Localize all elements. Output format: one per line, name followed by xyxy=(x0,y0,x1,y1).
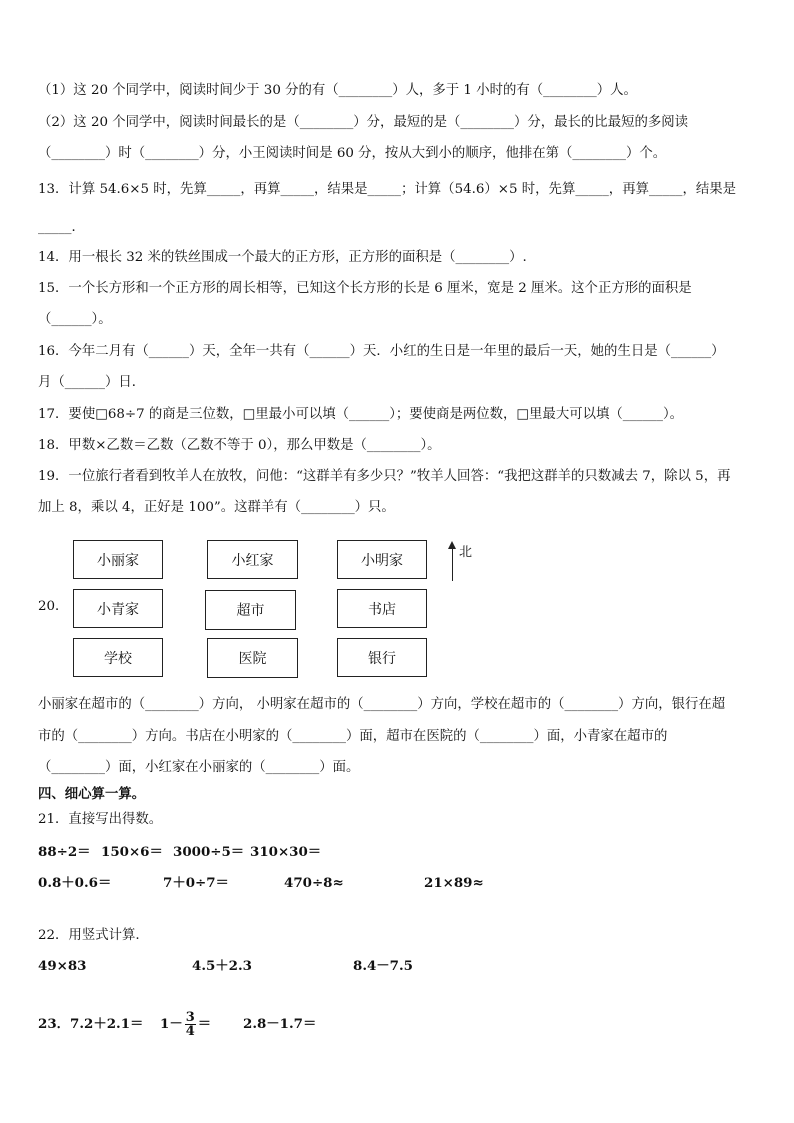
q20-line1: 小丽家在超市的（________）方向， 小明家在超市的（________）方向，学校在超市的（________）方向，银行在超 xyxy=(38,697,726,712)
section-4-heading: 四、细心算一算。 xyxy=(38,786,146,802)
north-label: 北 xyxy=(459,545,473,560)
q12-part1: （1）这 20 个同学中，阅读时间少于 30 分的有（________）人，多于 1 小时的有（________）人。 xyxy=(38,83,637,98)
q21-item: 470÷8≈ xyxy=(284,875,344,891)
q17: 17．要使□68÷7 的商是三位数，□里最小可以填（______）；要使商是两位数，□里最大可以填（______）。 xyxy=(38,407,684,422)
q21-item: 310×30＝ xyxy=(250,844,322,860)
q19-line1: 19．一位旅行者看到牧羊人在放牧，问他：“这群羊有多少只？”牧羊人回答：“我把这群羊的只数减去 7，除以 5，再 xyxy=(38,469,731,484)
q23-item-1 xyxy=(38,1015,143,1033)
q23-expr-1: 7.2＋2.1＝ xyxy=(70,1016,144,1032)
fraction-numerator: 3 xyxy=(185,1010,195,1025)
q21-item: 7＋0÷7＝ xyxy=(163,875,229,891)
q22-item: 8.4－7.5 xyxy=(353,958,413,974)
q12-part2-line1: （2）这 20 个同学中，阅读时间最长的是（________）分，最短的是（________）分，最长的比最短的多阅读 xyxy=(38,115,689,130)
q13-line2: _____． xyxy=(38,220,85,235)
q21-item: 3000÷5＝ xyxy=(173,844,245,860)
north-arrow-icon xyxy=(452,543,453,581)
q19-line2: 加上 8，乘以 4，正好是 100”。这群羊有（________）只。 xyxy=(38,500,395,515)
place-supermarket: 超市 xyxy=(205,590,296,630)
q20-line2: 市的（________）方向。书店在小明家的（________）面，超市在医院的（________）面，小青家在超市的 xyxy=(38,729,668,744)
q22-item: 4.5＋2.3 xyxy=(192,958,252,974)
q22-item: 49×83 xyxy=(38,958,87,974)
q20-line3: （________）面，小红家在小丽家的（________）面。 xyxy=(38,760,360,775)
place-xiaohong-home: 小红家 xyxy=(207,540,298,579)
q22-title: 22．用竖式计算. xyxy=(38,928,140,943)
place-bank: 银行 xyxy=(337,638,427,677)
q16-line2: 月（______）日． xyxy=(38,375,146,390)
place-xiaoli-home: 小丽家 xyxy=(73,540,163,579)
place-xiaoqing-home: 小青家 xyxy=(73,589,163,628)
q21-item: 0.8＋0.6＝ xyxy=(38,875,112,891)
q14: 14．用一根长 32 米的铁丝围成一个最大的正方形，正方形的面积是（________）. xyxy=(38,250,527,265)
fraction xyxy=(185,1011,196,1038)
q12-part2-line2: （________）时（________）分，小王阅读时间是 60 分，按从大到小的顺序，他排在第（________）个。 xyxy=(38,146,667,161)
q16-line1: 16．今年二月有（______）天，全年一共有（______）天．小红的生日是一年里的最后一天，她的生日是（______） xyxy=(38,344,725,359)
place-bookstore: 书店 xyxy=(337,589,427,628)
fraction-denominator: 4 xyxy=(185,1024,195,1039)
place-hospital: 医院 xyxy=(207,638,298,678)
q23-item-3: 2.8－1.7＝ xyxy=(243,1016,317,1032)
q23-expr-2-prefix: 1－ xyxy=(160,1016,183,1032)
q23-number: 23． xyxy=(38,1016,71,1032)
q15-line2: （______）。 xyxy=(38,312,112,327)
q21-title: 21．直接写出得数。 xyxy=(38,812,163,827)
q23-item-2 xyxy=(160,1007,211,1041)
q18: 18．甲数×乙数＝乙数（乙数不等于 0），那么甲数是（________）。 xyxy=(38,438,441,453)
q23-expr-2-suffix: ＝ xyxy=(197,1016,212,1032)
q21-item: 88÷2＝ xyxy=(38,844,91,860)
place-xiaoming-home: 小明家 xyxy=(337,540,427,579)
q21-item: 21×89≈ xyxy=(424,875,484,891)
q20-number: 20． xyxy=(38,599,69,614)
place-school: 学校 xyxy=(73,638,163,677)
q15-line1: 15．一个长方形和一个正方形的周长相等，已知这个长方形的长是 6 厘米，宽是 2 厘米。这个正方形的面积是 xyxy=(38,281,692,296)
q13-line1: 13．计算 54.6×5 时，先算_____，再算_____，结果是_____；计算（54.6）×5 时，先算_____，再算_____，结果是 xyxy=(38,182,737,197)
q21-item: 150×6＝ xyxy=(101,844,163,860)
